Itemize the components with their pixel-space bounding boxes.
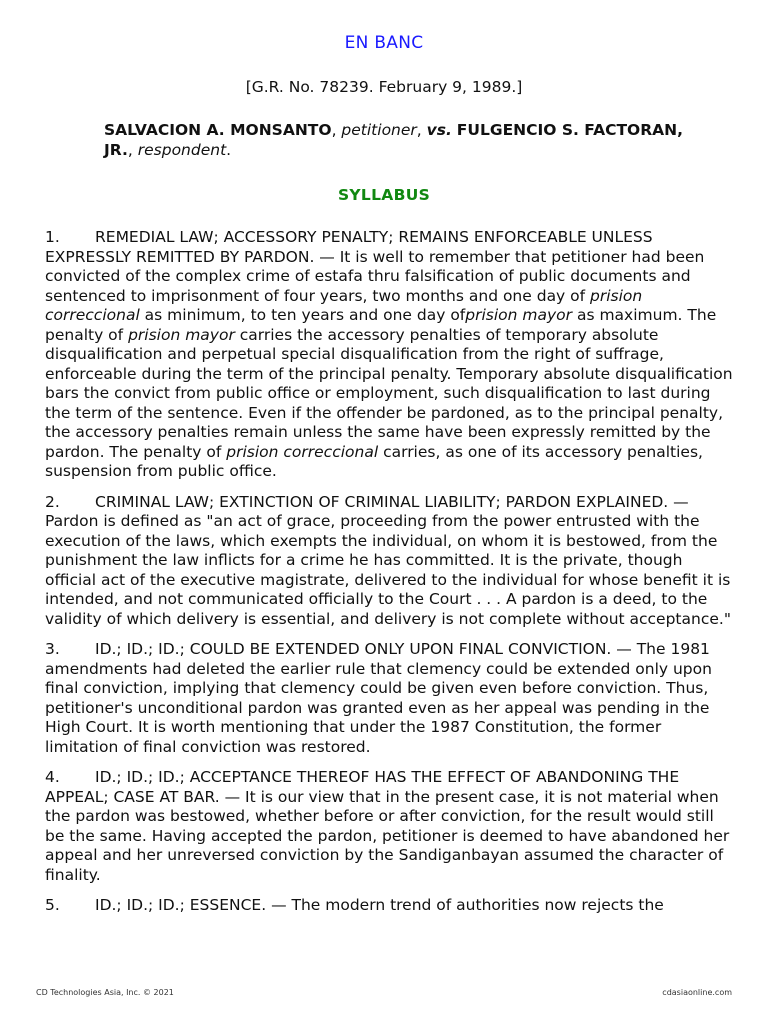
syllabus-paragraph-5 [45,896,735,916]
footer-copyright: CD Technologies Asia, Inc. © 2021 [36,988,174,997]
petitioner-name: SALVACION A. MONSANTO [104,121,332,139]
paragraph-text: — It is well to remember that petitioner had been convicted of the complex crime of estafa thru falsification of public documents and sentenced to imprisonment of four years, two months and one day of [45,247,705,305]
paragraph-number: 1. [45,228,60,246]
paragraph-number: 4. [45,768,60,786]
paragraph-number: 2. [45,492,60,511]
syllabus-paragraph-1 [45,228,735,482]
paragraph-number: 5. [45,896,60,914]
paragraph-text: ID.; ID.; ID.; ESSENCE. — The modern trend of authorities now rejects the [95,896,664,914]
respondent-role: respondent [137,141,227,159]
syllabus-heading: SYLLABUS [337,186,431,204]
paragraph-text: as maximum. The penalty of [45,306,717,344]
paragraph-number: 3. [45,640,60,658]
versus-label: vs. [426,121,452,139]
paragraph-text: CRIMINAL LAW; EXTINCTION OF CRIMINAL LIABILITY; PARDON EXPLAINED. — Pardon is defined as "an act of grace, proceeding from the power entrusted with the execution of the laws, which exempts the individual, on whom it is bestowed, from the punishment the law inflicts for a crime he has committed. It is the private, though official act of the executive magistrate, delivered to the individual for whose benefit it is intended, and not communicated officially to the Court . . . A pardon is a deed, to the validity of which delivery is essential, and delivery is not complete without acceptance." [45,492,731,628]
italic-term: prision correccional [226,442,379,461]
syllabus-paragraph-2 [45,493,735,630]
paragraph-text: ID.; ID.; ID.; COULD BE EXTENDED ONLY UPON FINAL CONVICTION. — The 1981 amendments had deleted the earlier rule that clemency could be extended only upon final conviction, implying that clemency could be given even before conviction. Thus, petitioner's unconditional pardon was granted even as her appeal was pending in the High Court. It is worth mentioning that under the 1987 Constitution, the former limitation of final conviction was restored. [45,640,712,756]
case-parties: SALVACION A. MONSANTO, petitioner, vs. FULGENCIO S. FACTORAN, JR., respondent. [104,121,684,159]
court-division: EN BANC [344,33,424,53]
footer-site-link[interactable]: cdasiaonline.com [662,988,732,997]
paragraph-text: ID.; ID.; ID.; ACCEPTANCE THEREOF HAS THE EFFECT OF ABANDONING THE APPEAL; CASE AT BAR. — It is our view that in the present case, it is not material when the pardon was bestowed, whether before or after conviction, for the result would still be the same. Having accepted the pardon, petitioner is deemed to have abandoned her appeal and her unreversed conviction by the Sandiganbayan assumed the character of finality. [45,768,730,884]
paragraph-text: carries, as one of its accessory penalties, suspension from public office. [45,442,703,480]
paragraph-heading: REMEDIAL LAW; ACCESSORY PENALTY; REMAINS ENFORCEABLE UNLESS EXPRESSLY REMITTED BY PARDON. [45,228,653,266]
italic-term: prision correccional [45,286,643,324]
italic-term: prision mayor [465,306,573,324]
petitioner-role: petitioner [341,121,417,139]
paragraph-text: carries the accessory penalties of temporary absolute disqualification and perpetual special disqualification from the right of suffrage, enforceable during the term of the principal penalty. Temporary absolute disqualification bars the convict from public office or employment, such disqualification to last during the term of the sentence. Even if the offender be pardoned, as to the principal penalty, the accessory penalties remain unless the same have been expressly remitted by the pardon. The penalty of [45,325,733,461]
syllabus-body [45,228,735,927]
case-number: [G.R. No. 78239. February 9, 1989.] [245,78,523,96]
respondent-name: FULGENCIO S. FACTORAN, JR. [104,121,684,159]
syllabus-paragraph-3 [45,640,735,757]
paragraph-text: as minimum, to ten years and one day of [139,306,466,324]
syllabus-paragraph-4 [45,768,735,885]
italic-term: prision mayor [128,325,235,344]
